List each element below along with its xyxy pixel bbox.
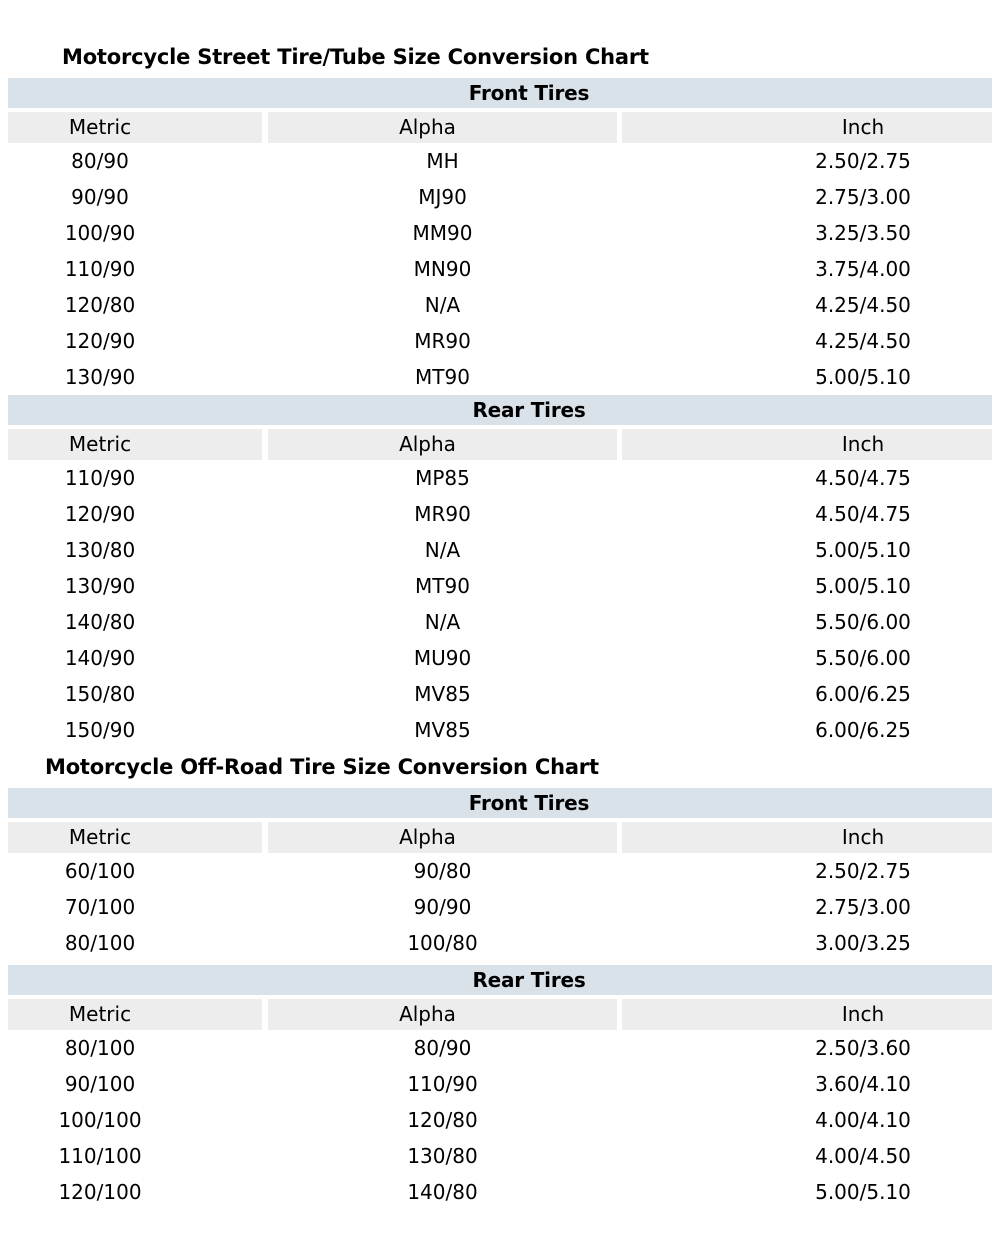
table-cell-alpha: MM90	[412, 221, 473, 245]
table-cell-metric: 130/90	[64, 365, 136, 389]
column-header-alpha: Alpha	[268, 822, 617, 853]
table-cell-alpha: MT90	[415, 574, 470, 598]
table-cell-alpha: N/A	[424, 293, 461, 317]
table-cell-inch: 2.75/3.00	[815, 895, 911, 919]
table-row	[8, 215, 992, 251]
column-header-row	[8, 429, 992, 460]
table-cell-inch: 5.50/6.00	[815, 610, 911, 634]
table-row	[8, 568, 992, 604]
table-cell-inch: 4.00/4.10	[815, 1108, 911, 1132]
column-header-alpha: Alpha	[268, 999, 617, 1030]
table-cell-alpha: MR90	[414, 502, 471, 526]
table-cell-inch: 3.25/3.50	[815, 221, 911, 245]
table-cell-alpha: MJ90	[418, 185, 467, 209]
table-cell-metric: 90/100	[64, 1072, 136, 1096]
table-cell-metric: 130/80	[64, 538, 136, 562]
table-cell-inch: 2.50/2.75	[815, 149, 911, 173]
offroad-rear-tires-section	[0, 965, 1000, 1210]
table-row	[8, 1174, 992, 1210]
table-row	[8, 323, 992, 359]
table-cell-metric: 110/90	[64, 257, 136, 281]
table-cell-metric: 80/90	[71, 149, 129, 173]
table-cell-alpha: MU90	[413, 646, 472, 670]
table-row	[8, 143, 992, 179]
table-body	[0, 853, 1000, 961]
table-cell-alpha: 90/80	[413, 859, 472, 883]
table-cell-metric: 140/90	[64, 646, 136, 670]
table-row	[8, 460, 992, 496]
table-cell-inch: 4.25/4.50	[815, 329, 911, 353]
table-row	[8, 889, 992, 925]
table-cell-metric: 80/100	[64, 931, 136, 955]
table-cell-alpha: MH	[426, 149, 459, 173]
table-row	[8, 532, 992, 568]
section-header-front-tires: Front Tires	[8, 788, 992, 818]
table-cell-inch: 4.00/4.50	[815, 1144, 911, 1168]
table-cell-metric: 70/100	[64, 895, 136, 919]
column-header-inch: Inch	[622, 999, 992, 1030]
table-row	[8, 676, 992, 712]
offroad-front-tires-section	[0, 788, 1000, 961]
table-cell-metric: 60/100	[64, 859, 136, 883]
table-cell-metric: 120/100	[58, 1180, 142, 1204]
street-chart-title: Motorcycle Street Tire/Tube Size Conversion Chart	[62, 45, 649, 69]
table-cell-metric: 150/80	[64, 682, 136, 706]
table-cell-metric: 140/80	[64, 610, 136, 634]
table-cell-inch: 3.75/4.00	[815, 257, 911, 281]
table-cell-inch: 4.50/4.75	[815, 466, 911, 490]
column-header-metric: Metric	[8, 429, 262, 460]
column-header-row	[8, 822, 992, 853]
table-cell-inch: 2.75/3.00	[815, 185, 911, 209]
table-cell-inch: 5.00/5.10	[815, 538, 911, 562]
table-row	[8, 925, 992, 961]
column-header-metric: Metric	[8, 822, 262, 853]
table-cell-metric: 130/90	[64, 574, 136, 598]
table-body	[0, 143, 1000, 395]
column-header-alpha: Alpha	[268, 429, 617, 460]
table-cell-inch: 4.50/4.75	[815, 502, 911, 526]
table-cell-inch: 5.00/5.10	[815, 574, 911, 598]
column-header-inch: Inch	[622, 822, 992, 853]
table-cell-inch: 5.50/6.00	[815, 646, 911, 670]
table-row	[8, 712, 992, 748]
table-cell-alpha: MV85	[414, 718, 471, 742]
table-cell-metric: 110/100	[58, 1144, 142, 1168]
table-body	[0, 1030, 1000, 1210]
table-row	[8, 1102, 992, 1138]
table-row	[8, 287, 992, 323]
table-cell-metric: 150/90	[64, 718, 136, 742]
table-cell-metric: 100/90	[64, 221, 136, 245]
table-row	[8, 251, 992, 287]
table-row	[8, 1138, 992, 1174]
table-cell-alpha: 140/80	[407, 1180, 478, 1204]
table-row	[8, 1030, 992, 1066]
table-cell-metric: 120/90	[64, 502, 136, 526]
section-header-rear-tires: Rear Tires	[8, 965, 992, 995]
table-body	[0, 460, 1000, 748]
table-cell-inch: 6.00/6.25	[815, 682, 911, 706]
table-cell-alpha: 90/90	[413, 895, 472, 919]
table-cell-alpha: 100/80	[407, 931, 478, 955]
table-cell-alpha: 130/80	[407, 1144, 478, 1168]
table-row	[8, 496, 992, 532]
column-header-metric: Metric	[8, 999, 262, 1030]
table-cell-alpha: N/A	[424, 610, 461, 634]
table-row	[8, 640, 992, 676]
table-row	[8, 179, 992, 215]
table-cell-inch: 2.50/3.60	[815, 1036, 911, 1060]
column-header-row	[8, 999, 992, 1030]
column-header-alpha: Alpha	[268, 112, 617, 143]
table-row	[8, 853, 992, 889]
table-cell-metric: 90/90	[71, 185, 129, 209]
table-row	[8, 604, 992, 640]
table-cell-inch: 5.00/5.10	[815, 365, 911, 389]
table-cell-alpha: N/A	[424, 538, 461, 562]
table-cell-metric: 120/90	[64, 329, 136, 353]
section-header-front-tires: Front Tires	[8, 78, 992, 108]
table-cell-inch: 5.00/5.10	[815, 1180, 911, 1204]
table-cell-alpha: 80/90	[413, 1036, 472, 1060]
table-cell-metric: 110/90	[64, 466, 136, 490]
table-cell-inch: 4.25/4.50	[815, 293, 911, 317]
column-header-inch: Inch	[622, 112, 992, 143]
offroad-chart-title: Motorcycle Off-Road Tire Size Conversion Chart	[45, 755, 599, 779]
table-cell-inch: 2.50/2.75	[815, 859, 911, 883]
table-cell-alpha: MT90	[415, 365, 470, 389]
table-cell-metric: 80/100	[64, 1036, 136, 1060]
table-row	[8, 1066, 992, 1102]
table-cell-metric: 120/80	[64, 293, 136, 317]
table-cell-alpha: 110/90	[407, 1072, 478, 1096]
table-cell-alpha: MN90	[413, 257, 472, 281]
street-rear-tires-section	[0, 395, 1000, 748]
section-header-rear-tires: Rear Tires	[8, 395, 992, 425]
street-front-tires-section	[0, 78, 1000, 395]
table-cell-inch: 6.00/6.25	[815, 718, 911, 742]
table-cell-metric: 100/100	[58, 1108, 142, 1132]
table-row	[8, 359, 992, 395]
column-header-metric: Metric	[8, 112, 262, 143]
table-cell-alpha: MR90	[414, 329, 471, 353]
column-header-row	[8, 112, 992, 143]
table-cell-alpha: MP85	[415, 466, 470, 490]
column-header-inch: Inch	[622, 429, 992, 460]
table-cell-alpha: MV85	[414, 682, 471, 706]
table-cell-inch: 3.00/3.25	[815, 931, 911, 955]
table-cell-alpha: 120/80	[407, 1108, 478, 1132]
table-cell-inch: 3.60/4.10	[815, 1072, 911, 1096]
